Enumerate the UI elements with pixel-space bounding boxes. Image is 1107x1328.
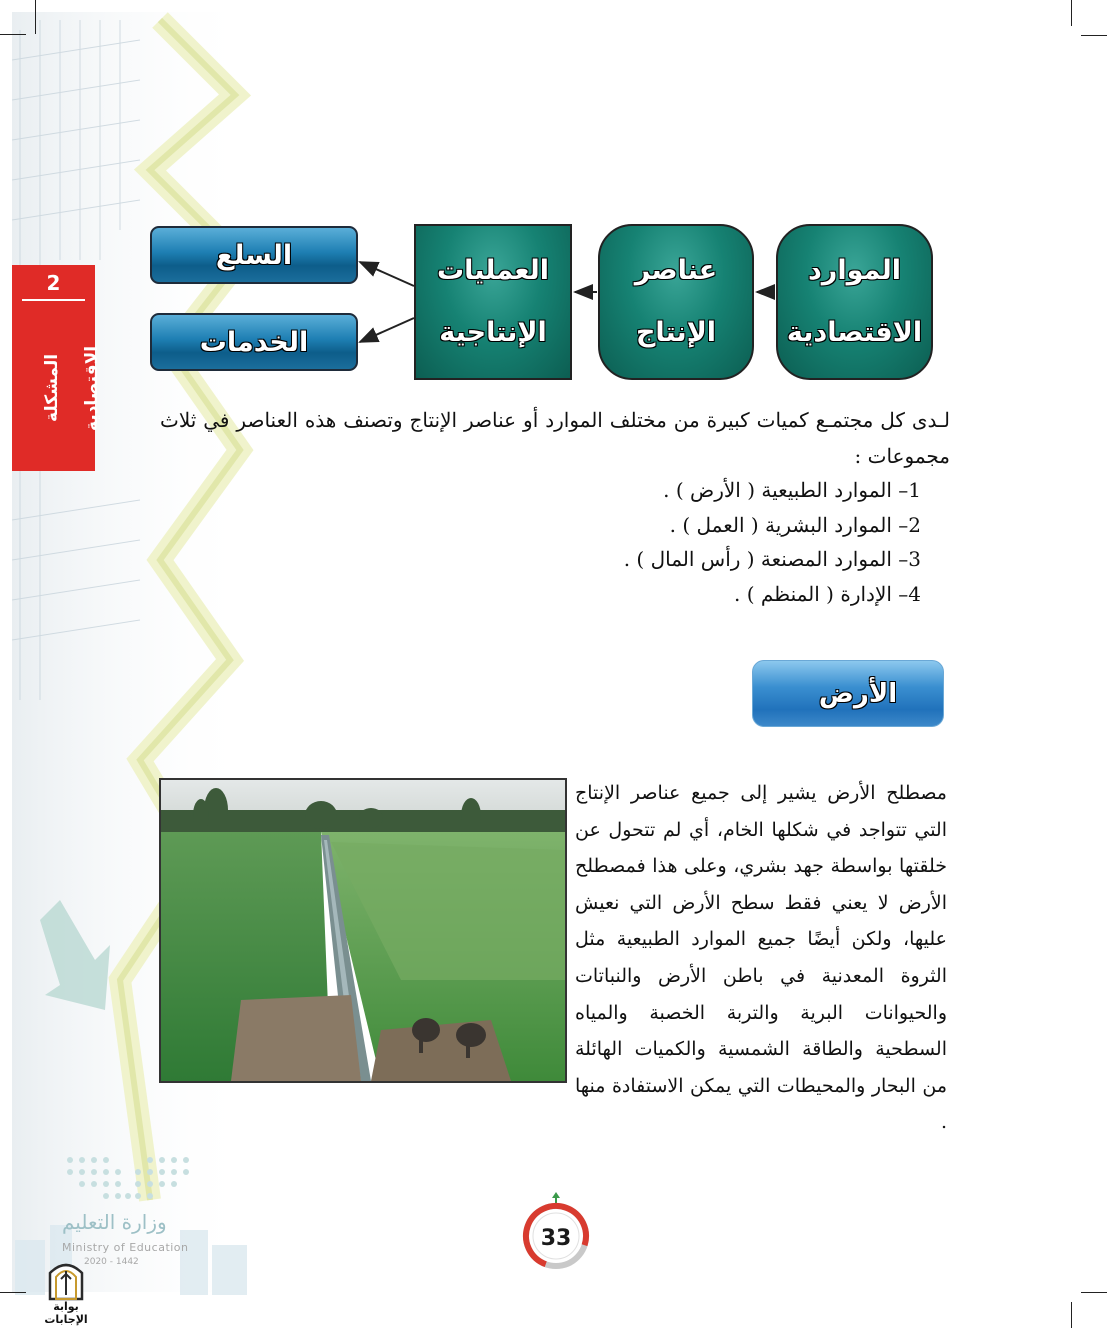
crop-mark: [1081, 35, 1107, 36]
chapter-number: 2: [46, 271, 61, 295]
section-heading-land: الأرض: [752, 660, 944, 727]
crop-mark: [0, 34, 26, 35]
production-processes-line2: الإنتاجية: [439, 317, 547, 348]
farmland-image: [161, 780, 565, 1081]
economic-resources-line2: الاقتصادية: [786, 317, 923, 348]
intro-paragraph: لـدى كل مجتمـع كميات كبيرة من مختلف الموارد أو عناصر الإنتاج وتصنف هذه العناصر في ثلاث مجموعات :: [160, 408, 950, 468]
diagram-box-services: الخدمات: [150, 313, 358, 371]
diagram-box-economic-resources: [776, 224, 933, 380]
list-item: 4– الإدارة ( المنظم ) .: [733, 581, 921, 606]
list-item: 2– الموارد البشرية ( العمل ) .: [669, 512, 921, 537]
production-processes-line1: العمليات: [436, 255, 550, 286]
chapter-title: المشكلة الاقتصادية: [42, 345, 102, 431]
land-paragraph: مصطلح الأرض يشير إلى جميع عناصر الإنتاج التي تتواجد في شكلها الخام، أي لم تتحول عن خلقتها بواسطة جهد بشري، وعلى هذا فمصطلح الأرض لا يعني فقط سطح الأرض التي نعيش عليها، ولكن أيضًا جميع الموارد الطبيعية مثل الثروة المعدنية في باطن الأرض والنباتات والحيوانات البرية والتربة الخصبة والمياه السطحية والطاقة الشمسية والكميات الهائلة من البحار والمحيطات التي يمكن الاستفادة منها .: [575, 782, 947, 1134]
production-factors-line1: عناصر: [634, 255, 718, 286]
crop-mark: [0, 1292, 26, 1293]
diagram-box-production-factors: [598, 224, 754, 380]
ministry-name-arabic: وزارة التعليم: [62, 1210, 167, 1234]
ministry-name-english: Ministry of Education: [62, 1241, 189, 1254]
tab-divider: [22, 299, 85, 301]
diagram-box-goods: السلع: [150, 226, 358, 284]
diagram-box-production-processes: [414, 224, 572, 380]
crop-mark: [1071, 0, 1072, 26]
economic-resources-line1: الموارد: [807, 255, 902, 286]
portal-logo-icon: [44, 1255, 88, 1301]
list-item: 1– الموارد الطبيعية ( الأرض ) .: [663, 478, 921, 502]
farmland-photo: [159, 778, 567, 1083]
page-number: 33: [540, 1225, 572, 1251]
resource-groups-list: [500, 473, 921, 611]
crop-mark: [1071, 1302, 1072, 1328]
list-item: 3– الموارد المصنعة ( رأس المال ) .: [623, 547, 921, 571]
chapter-side-tab: [12, 265, 102, 471]
production-factors-line2: الإنتاج: [635, 317, 717, 348]
portal-label: بوابة الإجابات: [44, 1300, 88, 1326]
crop-mark: [1081, 1292, 1107, 1293]
ministry-year: 2020 - 1442: [84, 1257, 139, 1267]
crop-mark: [35, 0, 36, 34]
